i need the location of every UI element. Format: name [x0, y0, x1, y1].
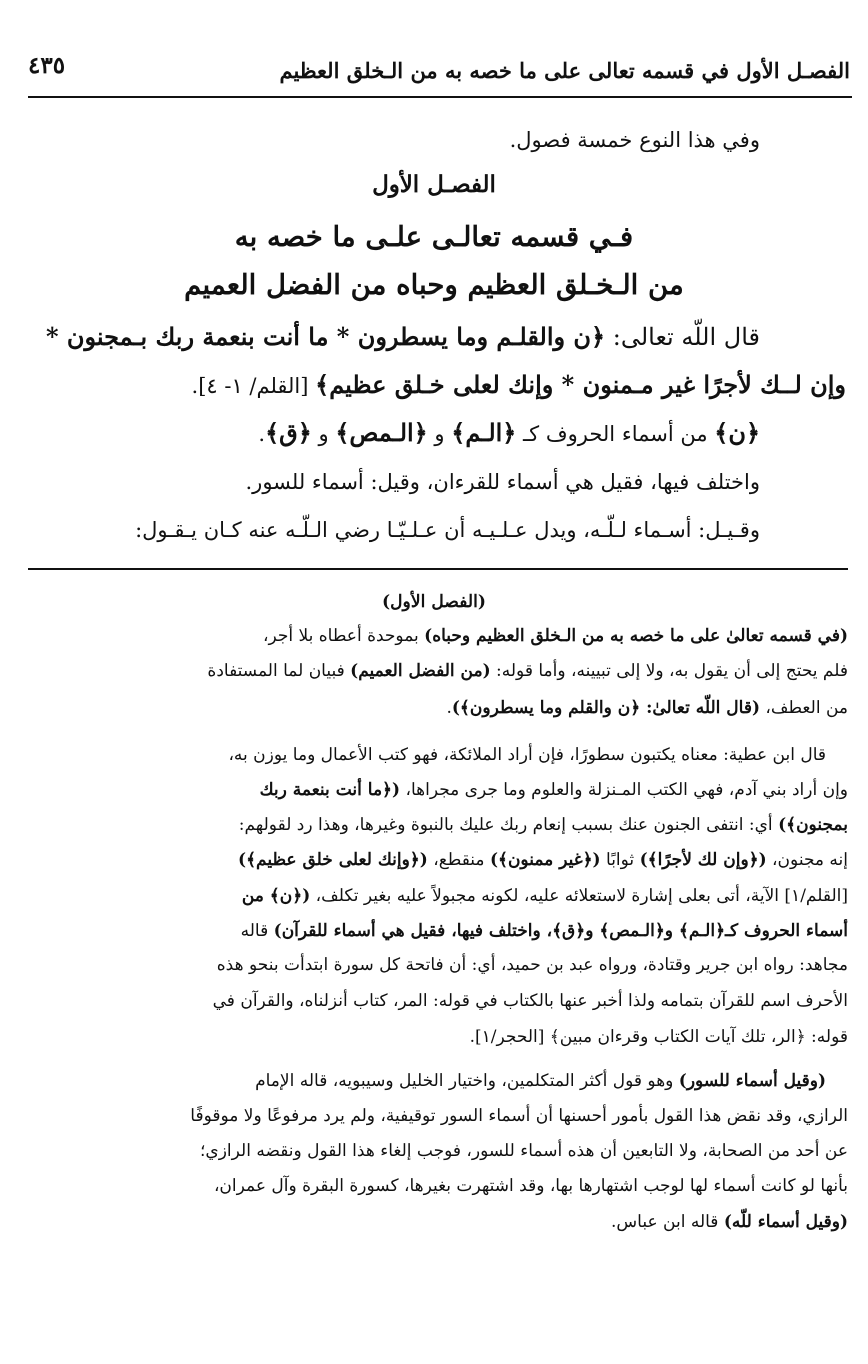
quran-verse: ﴿ن والقلـم وما يسطرون * ما أنت بنعمة ربك بـمجنون * — [45, 322, 606, 351]
commentary-line-11 — [213, 991, 848, 1011]
commentary-line-2 — [207, 661, 848, 681]
plain-text: من العطف، — [760, 698, 848, 718]
plain-text: وإن أراد بني آدم، فهي الكتب المـنزلة والعلوم وما جرى مجراها، — [400, 780, 848, 800]
commentary-line-14 — [190, 1106, 848, 1126]
letter-alm: ﴿الـم﴾ — [451, 418, 517, 447]
bold-phrase: (من الفضل العميم) — [350, 661, 491, 681]
commentary-line-17 — [611, 1212, 848, 1232]
letters-line — [258, 418, 760, 447]
verse-paragraph-line-2 — [192, 370, 846, 399]
bold-phrase: (وقيل أسماء للّه) — [723, 1212, 848, 1232]
bold-phrase: (قال اللّه تعالىٰ: ﴿ن والقلم وما يسطرون﴾) — [451, 698, 760, 718]
chapter-heading: الفصـل الأول — [372, 172, 496, 198]
commentary-line-5 — [260, 779, 848, 800]
plain-text: فلم يحتج إلى أن يقول به، ولا إلى تبيينه، وأما قوله: — [490, 661, 848, 681]
bold-phrase: (﴿وإنك لعلى خلق عظيم﴾) — [238, 850, 428, 870]
bold-phrase: (﴿ما أنت بنعمة ربك — [259, 780, 401, 800]
commentary-line-8 — [242, 885, 848, 906]
plain-text: عن أحد من الصحابة، ولا التابعين أن هذه أسماء للسور، فوجب إلغاء هذا القول ونقضه الرازي؛ — [200, 1141, 848, 1161]
bold-phrase: أسماء الحروف كـ﴿الـم﴾ و﴿الـمص﴾ و﴿ق﴾، واختلف فيها، فقيل هي أسماء للقرآن) — [273, 921, 848, 941]
commentary-line-4 — [228, 745, 826, 765]
plain-text: ثوابًا — [600, 850, 640, 870]
plain-text: مجاهد: رواه ابن جرير وقتادة، ورواه عبد بن حميد، أي: أن فاتحة كل سورة ابتدأت بنحو هذه — [216, 955, 848, 975]
chapter-title-line-2: من الـخـلق العظيم وحباه من الفضل العميم — [184, 268, 684, 301]
plain-text: فبيان لما المستفادة — [207, 661, 351, 681]
plain-text: قال ابن عطية: معناه يكتبون سطورًا، فإن أراد الملائكة، فهو كتب الأعمال وما يوزن به، — [228, 745, 826, 765]
header-rule — [28, 96, 852, 98]
commentary-line-3 — [446, 697, 848, 718]
commentary-heading: (الفصل الأول) — [381, 592, 487, 612]
commentary-line-12 — [470, 1026, 848, 1047]
intro-line: وفي هذا النوع خمسة فصول. — [509, 128, 760, 152]
chapter-title-line-1: فـي قسمه تعالـى علـى ما خصه به — [234, 220, 634, 253]
plain-text: بموحدة أعطاه بلا أجر، — [262, 626, 425, 646]
bold-phrase: (﴿غير ممنون﴾) — [489, 850, 601, 870]
letter-almas: ﴿الـمص﴾ — [335, 418, 428, 447]
bold-phrase: (وقيل أسماء للسور) — [678, 1071, 826, 1091]
plain-text: قاله ابن عباس. — [611, 1212, 724, 1232]
commentary-line-15 — [200, 1141, 848, 1161]
plain-text: بأنها لو كانت أسماء لها لوجب اشتهارها بها، وقد اشتهرت بغيرها، كسورة البقرة وآل عمران، — [213, 1176, 848, 1196]
bold-phrase: (﴿وإن لك لأجرًا﴾) — [639, 850, 767, 870]
plain-text: الأحرف اسم للقرآن بتمامه ولذا أخبر عنها بالكتاب في قوله: المر، كتاب أنزلناه، والقرآن في — [212, 991, 848, 1011]
footnote-separator — [28, 568, 848, 570]
verse-intro: قال اللّه تعالى: — [605, 323, 760, 351]
plain-text: قاله — [240, 921, 274, 941]
opinion-line-2: وقـيـل: أسـماء لـلّـه، ويدل عـلـيـه أن عـلـيّـا رضي الـلّـه عنه كـان يـقـول: — [135, 518, 760, 542]
verse-reference: [القلم/ ١- ٤]. — [191, 374, 316, 398]
commentary-line-7 — [238, 849, 848, 870]
letter-nun: ﴿ن﴾ — [714, 418, 760, 447]
running-header-title: الفصـل الأول في قسمه تعالى على ما خصه به من الـخلق العظيم — [279, 58, 850, 83]
commentary-line-6 — [239, 814, 848, 835]
commentary-line-10 — [217, 955, 848, 975]
plain-text: إنه مجنون، — [766, 850, 848, 870]
plain-text: . — [446, 698, 452, 718]
plain-text: [القلم/١] الآية، أتى بعلى إشارة لاستعلائه عليه، لكونه مجبولاً عليه بغير تكلف، — [310, 886, 848, 906]
bold-phrase: بمجنون﴾) — [778, 815, 848, 835]
opinion-line-1: واختلف فيها، فقيل هي أسماء للقرءان، وقيل: أسماء للسور. — [245, 470, 760, 494]
bold-phrase: في قسمه تعالىٰ على ما خصه به من الـخلق العظيم وحباه) — [424, 626, 840, 646]
plain-text: منقطع، — [427, 850, 490, 870]
commentary-line-16 — [214, 1176, 848, 1196]
page-number: ٤٣٥ — [28, 52, 66, 79]
commentary-line-1 — [263, 626, 848, 646]
letters-text: من أسماء الحروف كـ — [516, 422, 715, 446]
verse-paragraph-line-1 — [46, 322, 760, 351]
letter-qaf: ﴿ق﴾ — [265, 418, 312, 447]
plain-text: أي: انتفى الجنون عنك بسبب إنعام ربك عليك بالنبوة وغيرها، وهذا رد لقولهم: — [238, 815, 779, 835]
bold-phrase: (﴿ن﴾ من — [241, 886, 311, 906]
plain-text: وهو قول أكثر المتكلمين، واختيار الخليل وسيبويه، قاله الإمام — [255, 1071, 679, 1091]
commentary-line-9 — [241, 920, 848, 941]
plain-text: الرازي، وقد نقض هذا القول بأمور أحسنها أن أسماء السور توقيفية، ولم يرد مرفوعًا ولا موقوفًا — [190, 1106, 848, 1126]
commentary-line-13 — [255, 1071, 826, 1091]
conj-2: و — [311, 422, 336, 446]
period: . — [258, 422, 266, 446]
plain-text: قوله: ﴿الر، تلك آيات الكتاب وقرءان مبين﴾ [الحجر/١]. — [469, 1027, 848, 1047]
conj-1: و — [427, 422, 452, 446]
paren-open: ( — [839, 626, 848, 646]
quran-verse-cont: وإن لــك لأجرًا غير مـمنون * وإنك لعلى خـلق عظيم﴾ — [315, 370, 846, 399]
